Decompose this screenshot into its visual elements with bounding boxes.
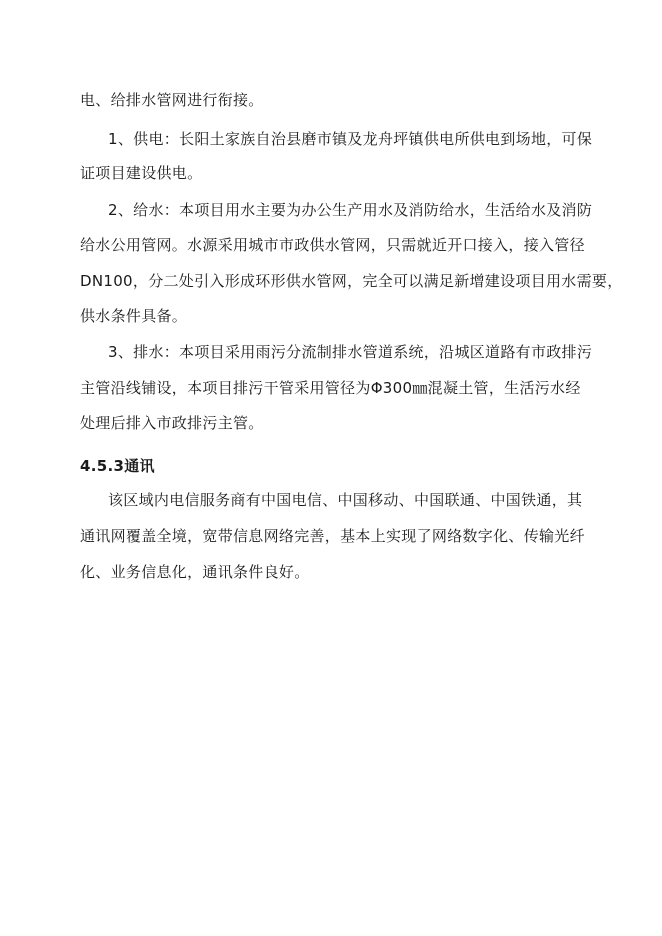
- telecom-line: 通讯网覆盖全境，宽带信息网络完善，基本上实现了网络数字化、传输光纤: [80, 527, 585, 545]
- drainage-line: 处理后排入市政排污主管。: [80, 414, 264, 432]
- water-supply-line: 给水公用管网。水源采用城市市政供水管网，只需就近开口接入，接入管径: [80, 236, 585, 254]
- paragraph-line: 电、给排水管网进行衔接。: [80, 91, 264, 109]
- water-supply-line: DN100，分二处引入形成环形供水管网，完全可以满足新增建设项目用水需要，: [80, 272, 623, 290]
- water-supply-line: 2、给水：本项目用水主要为办公生产用水及消防给水，生活给水及消防: [108, 201, 593, 219]
- section-heading: 4.5.3通讯: [80, 457, 155, 475]
- telecom-line: 化、业务信息化，通讯条件良好。: [80, 563, 310, 581]
- power-supply-line: 1、供电：长阳土家族自治县磨市镇及龙舟坪镇供电所供电到场地，可保: [108, 130, 593, 148]
- power-supply-line: 证项目建设供电。: [80, 164, 203, 182]
- drainage-line: 3、排水：本项目采用雨污分流制排水管道系统，沿城区道路有市政排污: [108, 343, 593, 361]
- telecom-line: 该区域内电信服务商有中国电信、中国移动、中国联通、中国铁通，其: [108, 491, 583, 509]
- water-supply-line: 供水条件具备。: [80, 307, 188, 325]
- drainage-line: 主管沿线铺设，本项目排污干管采用管径为Φ300㎜混凝土管，生活污水经: [80, 379, 581, 397]
